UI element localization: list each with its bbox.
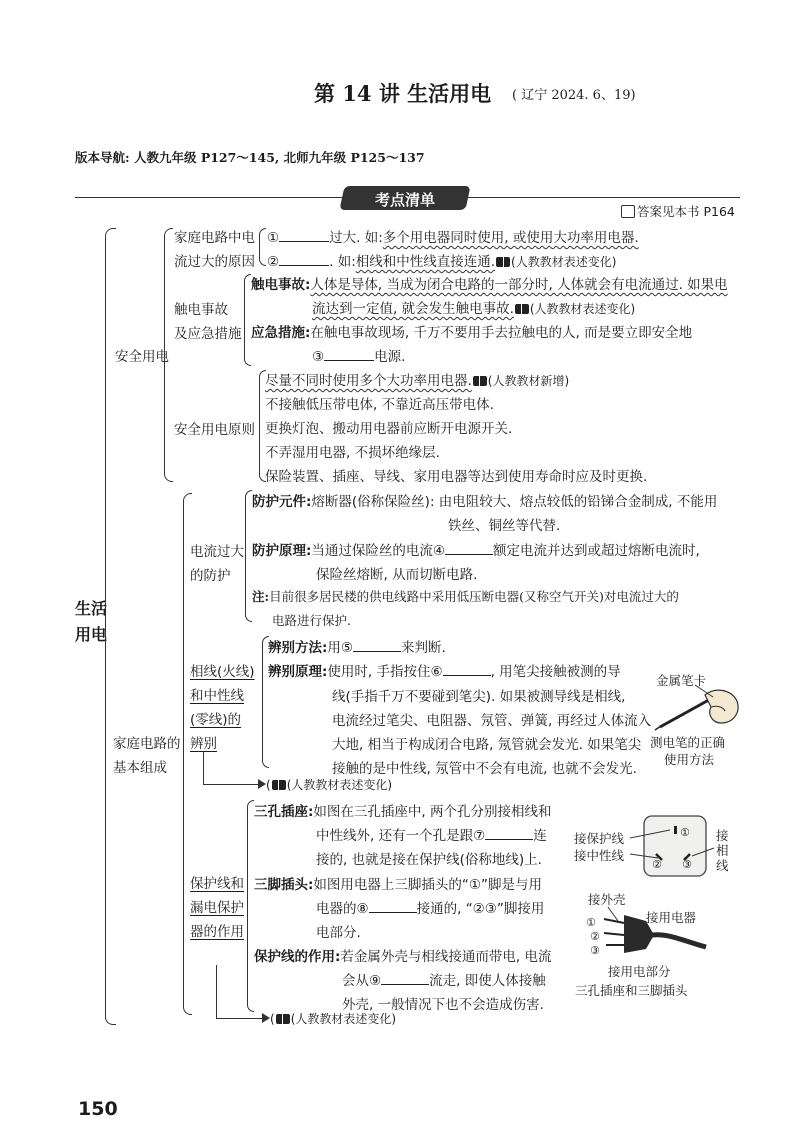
ground-label-2: 漏电保护 [190,900,244,916]
id-principle-line-2: 线(手指千万不要碰到笔尖). 如果被测导线是相线, [332,689,626,705]
ground-label-1: 保护线和 [190,876,244,892]
overload-example-2: 相线和中性线直接连通. [355,254,496,270]
role-text-2b: 流走, 即使人体接触 [429,973,546,989]
accident-text-1: 人体是导体, 当成为闭合电路的一部分时, 人体就会有电流通过. 如果电 [310,277,728,293]
identify-label-3: (零线)的 [190,712,242,728]
textbook-note: (人教教材表述变化) [511,255,617,269]
safe-brace [164,228,173,482]
socket-text-1: 如图在三孔插座中, 两个孔分别接相线和 [313,804,552,820]
note-arrow-line-2 [216,1018,266,1019]
book-icon [272,780,286,790]
plug-text-2a: 电器的⑧ [316,901,369,917]
role-line-2 [342,969,546,989]
id-principle-line-1 [268,660,621,680]
principle-1 [265,369,569,389]
note-arrow-stem-2 [216,965,217,1018]
op-principle-text-1a: 当通过保险丝的电流④ [311,543,446,559]
principle-4: 不弄湿用电器, 不损坏绝缘层. [265,445,440,461]
emergency-text-1: 在触电事故现场, 千万不要用手去拉触电的人, 而是要立即安全地 [310,325,693,341]
overload-item-1 [267,226,639,246]
role-text-2a: 会从⑨ [342,973,382,989]
element-head: 防护元件: [252,494,312,510]
plug-line-1 [254,873,542,893]
fig-shell-label: 接外壳 [588,892,626,907]
svg-text:③: ③ [682,858,692,871]
overcurrent-label-1: 电流过大 [190,544,244,560]
id-principle-text-b: , 用笔尖接触被测的导 [490,664,621,680]
blank-number-3: ③ [312,349,325,365]
overload-example-1: 多个用电器同时使用, 或使用大功率用电器. [382,230,639,246]
role-line-1 [254,945,552,965]
id-principle-head: 辨别原理: [268,664,328,680]
plug-line-3: 电部分. [316,925,361,941]
identify-note-text: (人教教材表述变化) [286,778,393,792]
element-text-1: 熔断器(俗称保险丝): 由电阻较大、熔点较低的铅锑合金制成, 不能用 [311,494,718,510]
page-subtitle: ( 辽宁 2024. 6、19) [512,88,636,103]
svg-text:①: ① [680,826,690,839]
note-head: 注: [252,589,270,604]
op-principle-line-1 [252,539,700,559]
textbook-note: (人教教材表述变化) [529,302,636,316]
book-icon [276,1014,290,1024]
page-title: 第 14 讲 生活用电 [314,81,492,106]
role-line-3: 外壳, 一般情况下也不会造成伤害. [342,997,544,1013]
overload-item-2-text: . 如: [329,254,356,270]
section-tab: 考点清单 [374,191,435,209]
socket-line-2 [316,824,547,844]
overcurrent-label-2: 的防护 [190,568,231,584]
emergency-head: 应急措施: [251,325,311,341]
answer-blank-5[interactable] [353,638,401,652]
accident-line-1 [251,273,728,293]
socket-text-2a: 中性线外, 还有一个孔是跟⑦ [316,828,486,844]
answer-blank-8[interactable] [369,899,417,913]
identify-label-1: 相线(火线) [190,664,255,680]
plug-head: 三脚插头: [254,877,314,893]
answer-icon [621,205,635,218]
ground-brace [247,800,254,1012]
identify-label-4: 辨别 [190,736,217,752]
emergency-text-2: 电源. [374,349,406,365]
principle-3: 更换灯泡、搬动用电器前应断开电源开关. [265,421,513,437]
arrow-head-icon [258,779,266,789]
overcurrent-brace [245,490,252,622]
socket-line-1 [254,800,552,820]
answer-blank-6[interactable] [443,662,491,676]
fig-device-label: 接用电器 [646,910,697,925]
overload-label-2: 流过大的原因 [174,254,255,270]
root-topic: 生活 用电 [75,599,108,644]
principles-label: 安全用电原则 [174,422,255,438]
socket-head: 三孔插座: [254,804,314,820]
plug-line-2 [316,897,544,917]
answer-ref: 答案见本书 P164 [637,204,735,219]
version-guide: 版本导航: 人教九年级 P127～145, 北师九年级 P125～137 [75,150,425,165]
answer-blank-9[interactable] [381,971,429,985]
note-line-1 [252,587,679,605]
method-head: 辨别方法: [268,640,328,656]
overload-brace [259,228,266,266]
pin-2-label: ② [590,930,600,943]
answer-blank-7[interactable] [485,826,533,840]
overload-label-1: 家庭电路中电 [174,230,255,246]
emergency-line-1 [251,321,692,341]
accident-head: 触电事故: [251,277,311,293]
fig-pen-caption-1: 测电笔的正确 [650,735,726,750]
shock-label-2: 及应急措施 [174,326,242,342]
fig-live-label: 接 相 线 [716,828,729,873]
book-icon [496,257,510,267]
plug-text-1: 如图用电器上三脚插头的“①”脚是与用 [313,877,542,893]
tester-pen-figure [645,683,745,731]
answer-blank-4[interactable] [445,541,493,555]
safe-label: 安全用电 [115,349,169,365]
principle-5: 保险装置、插座、导线、家用电器等达到使用寿命时应及时更换. [265,469,648,485]
accident-text-2: 流达到一定值, 就会发生触电事故. [312,301,514,317]
id-principle-text-a: 使用时, 手指按住⑥ [327,664,443,680]
op-principle-line-2: 保险丝熔断, 从而切断电路. [316,567,478,583]
role-head: 保护线的作用: [254,949,341,965]
method-text-a: 用⑤ [327,640,354,656]
home-label-1: 家庭电路的 [113,736,181,752]
note-arrow-stem [203,752,204,784]
fig-pen-top-label: 金属笔卡 [656,673,707,688]
op-principle-text-1b: 额定电流并达到或超过熔断电流时, [493,543,700,559]
fig-pen-caption-2: 使用方法 [664,752,715,767]
fig-neutral-label: 接中性线 [574,848,625,863]
fig-protect-label: 接保护线 [574,831,625,846]
answer-blank-3[interactable] [324,347,374,361]
method-line [268,636,446,656]
book-icon [515,304,529,314]
book-icon [473,376,487,386]
op-principle-head: 防护原理: [252,543,312,559]
three-pin-plug-figure [598,905,708,960]
pin-1-label: ① [586,916,596,929]
svg-text:②: ② [652,858,662,871]
principle-2: 不接触低压带电体, 不靠近高压带电体. [265,397,494,413]
emergency-line-2 [312,345,405,365]
ground-label-3: 器的作用 [190,924,244,940]
socket-text-2b: 连 [533,828,547,844]
note-arrow-line [203,784,263,785]
ground-note: ( (人教教材表述变化) [270,1012,397,1026]
principle-1-text: 尽量不同时使用多个大功率用电器. [265,373,472,389]
blank-number-1: ① [267,230,280,246]
answer-blank-1[interactable] [279,228,329,242]
identify-note: ( (人教教材表述变化) [266,778,393,792]
id-principle-line-5: 接触的是中性线, 氖管中不会有电流, 也就不会发光. [332,761,637,777]
overload-item-1-text: 过大. 如: [329,230,383,246]
blank-number-2: ② [267,254,280,270]
fig-socket-caption: 三孔插座和三脚插头 [575,983,688,998]
fig-part-label: 接用电部分 [608,964,671,979]
page-number: 150 [78,1098,118,1120]
note-text-1: 目前很多居民楼的供电线路中采用低压断电器(又称空气开关)对电流过大的 [269,589,679,604]
accident-line-2 [312,297,635,317]
socket-line-3: 接的, 也就是接在保护线(俗称地线)上. [316,852,542,868]
element-line-1 [252,490,717,510]
id-principle-line-4: 大地, 相当于构成闭合电路, 氖管就会发光. 如果笔尖 [332,737,642,753]
overload-item-2 [267,250,616,270]
plug-text-2b: 接通的, “②③”脚接用 [416,901,545,917]
shock-brace [244,274,251,366]
pin-3-label: ③ [590,944,600,957]
answer-blank-2[interactable] [279,252,329,266]
arrow-head-icon [262,1013,270,1023]
home-label-2: 基本组成 [113,760,167,776]
ground-note-text: (人教教材表述变化) [290,1012,397,1026]
method-text-b: 来判断. [401,640,446,656]
element-line-2: 铁丝、铜丝等代替. [448,518,561,534]
note-line-2: 电路进行保护. [272,613,351,628]
shock-label-1: 触电事故 [174,302,228,318]
id-principle-line-3: 电流经过笔尖、电阻器、氖管、弹簧, 再经过人体流入 [332,713,652,729]
three-hole-socket-figure [630,812,750,880]
textbook-note: (人教教材新增) [487,374,570,388]
identify-label-2: 和中性线 [190,688,244,704]
role-text-1: 若金属外壳与相线接通而带电, 电流 [340,949,552,965]
